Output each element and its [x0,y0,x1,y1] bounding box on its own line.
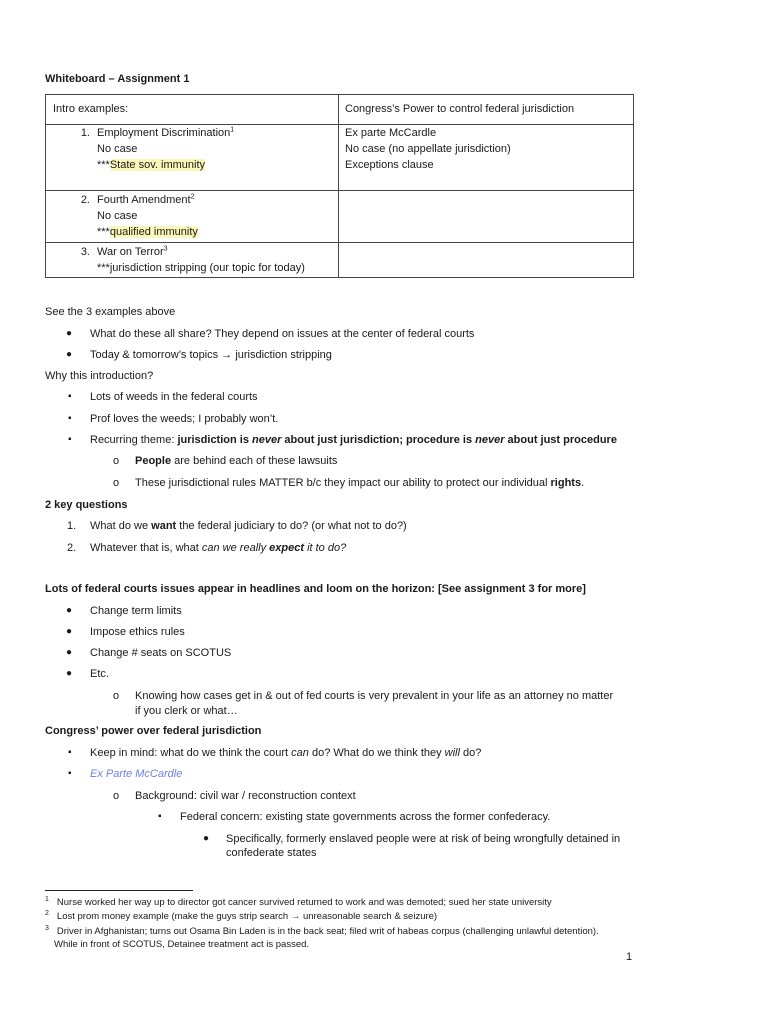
square-bullet-icon: ▪ [68,747,72,758]
footnote: $^3$ Driver in Afghanistan; turns out Osama Bin Laden is in the back seat; filed writ of habeas corpus (challenging unlawful detention). [45,924,599,937]
circle-bullet-icon: o [113,455,120,467]
footnote: $^2$ Lost prom money example (make the guys strip search → unreasonable search & seizure) [45,909,438,922]
row-number: 1. [80,127,90,139]
bullet-icon: ● [66,349,73,360]
intro-table [45,94,634,278]
list-item: Recurring theme: jurisdiction is never about just jurisdiction; procedure is never about just procedure [90,434,617,446]
list-item: Knowing how cases get in & out of fed courts is very prevalent in your life as an attorney no matter [135,690,614,702]
square-bullet-icon: ▪ [68,413,72,424]
list-item: Etc. [90,668,109,680]
highlighted-text: qualified immunity [109,226,198,238]
table-header-right: Congress’s Power to control federal jurisdiction [339,95,634,125]
row-prefix: *** [97,159,110,171]
row-title: Employment Discrimination [97,127,231,139]
row-line: No case [97,210,138,222]
arrow-icon: → [221,349,233,361]
see-examples-text: See the 3 examples above [45,306,176,318]
circle-bullet-icon: o [113,790,120,802]
table-row [46,191,634,243]
row-number: 3. [80,246,90,258]
highlighted-text: State sov. immunity [109,159,206,171]
bullet-icon: ● [66,328,73,339]
right-cell-line: Exceptions clause [345,159,434,171]
square-bullet-icon: ▪ [68,391,72,402]
list-item: Impose ethics rules [90,626,185,638]
bullet-icon: ● [66,605,73,616]
section-heading: 2 key questions [45,499,128,511]
footnote: $^1$ Nurse worked her way up to director got cancer survived returned to work and was demoted; sued her state university [45,895,552,908]
why-intro-text: Why this introduction? [45,370,154,382]
list-item: Today & tomorrow’s topics → jurisdiction stripping [90,349,332,361]
row-line: ***jurisdiction stripping (our topic for today) [97,262,305,274]
list-item: Whatever that is, what can we really expect it to do? [90,542,347,554]
list-item: Background: civil war / reconstruction context [135,790,356,802]
list-item: What do these all share? They depend on issues at the center of federal courts [90,328,475,340]
section-heading: Congress’ power over federal jurisdiction [45,725,262,737]
row-title: War on Terror [97,246,164,258]
list-item: People are behind each of these lawsuits [135,455,338,467]
row-line: No case [97,143,138,155]
square-bullet-icon: ▪ [68,434,72,445]
list-item: if you clerk or what… [135,705,238,717]
list-item: Change # seats on SCOTUS [90,647,232,659]
circle-bullet-icon: o [113,477,120,489]
footnote-separator [45,890,193,891]
row-title: Fourth Amendment [97,194,191,206]
table-header-left: Intro examples: [46,95,339,125]
right-cell-line: Ex parte McCardle [345,127,437,139]
bullet-icon: ● [203,833,210,844]
list-item: Specifically, formerly enslaved people were at risk of being wrongfully detained in [226,833,621,845]
right-cell-line: No case (no appellate jurisdiction) [345,143,511,155]
list-item: What do we want the federal judiciary to do? (or what not to do?) [90,520,407,532]
list-number: 1. [67,520,77,532]
list-item: Change term limits [90,605,182,617]
bullet-icon: ● [66,647,73,658]
list-item: Keep in mind: what do we think the court can do? What do we think they will do? [90,747,482,759]
row-number: 2. [80,194,90,206]
list-item: Federal concern: existing state governments across the former confederacy. [180,811,551,823]
list-item: These jurisdictional rules MATTER b/c they impact our ability to protect our individual rights. [135,477,585,489]
footnote-ref: 1 [230,126,235,134]
square-bullet-icon: ▪ [68,768,72,779]
list-item: confederate states [226,847,317,859]
document-title: Whiteboard – Assignment 1 [45,73,190,85]
row-prefix: *** [97,226,110,238]
section-heading: Lots of federal courts issues appear in headlines and loom on the horizon: [See assignment 3 for more] [45,583,586,595]
footnote-ref: 3 [163,245,168,253]
footnote-ref: 2 [190,193,195,201]
square-bullet-icon: ▪ [158,811,162,822]
footnote-continuation: While in front of SCOTUS, Detainee treatment act is passed. [54,939,310,950]
ex-parte-link[interactable]: Ex Parte McCardle [90,768,183,780]
list-number: 2. [67,542,77,554]
circle-bullet-icon: o [113,690,120,702]
arrow-icon: → [290,911,301,922]
table-row [46,125,634,191]
table-row [46,243,634,278]
bullet-icon: ● [66,626,73,637]
bullet-icon: ● [66,668,73,679]
list-item: Lots of weeds in the federal courts [90,391,258,403]
list-item: Prof loves the weeds; I probably won’t. [90,413,279,425]
page-number: 1 [626,951,633,963]
